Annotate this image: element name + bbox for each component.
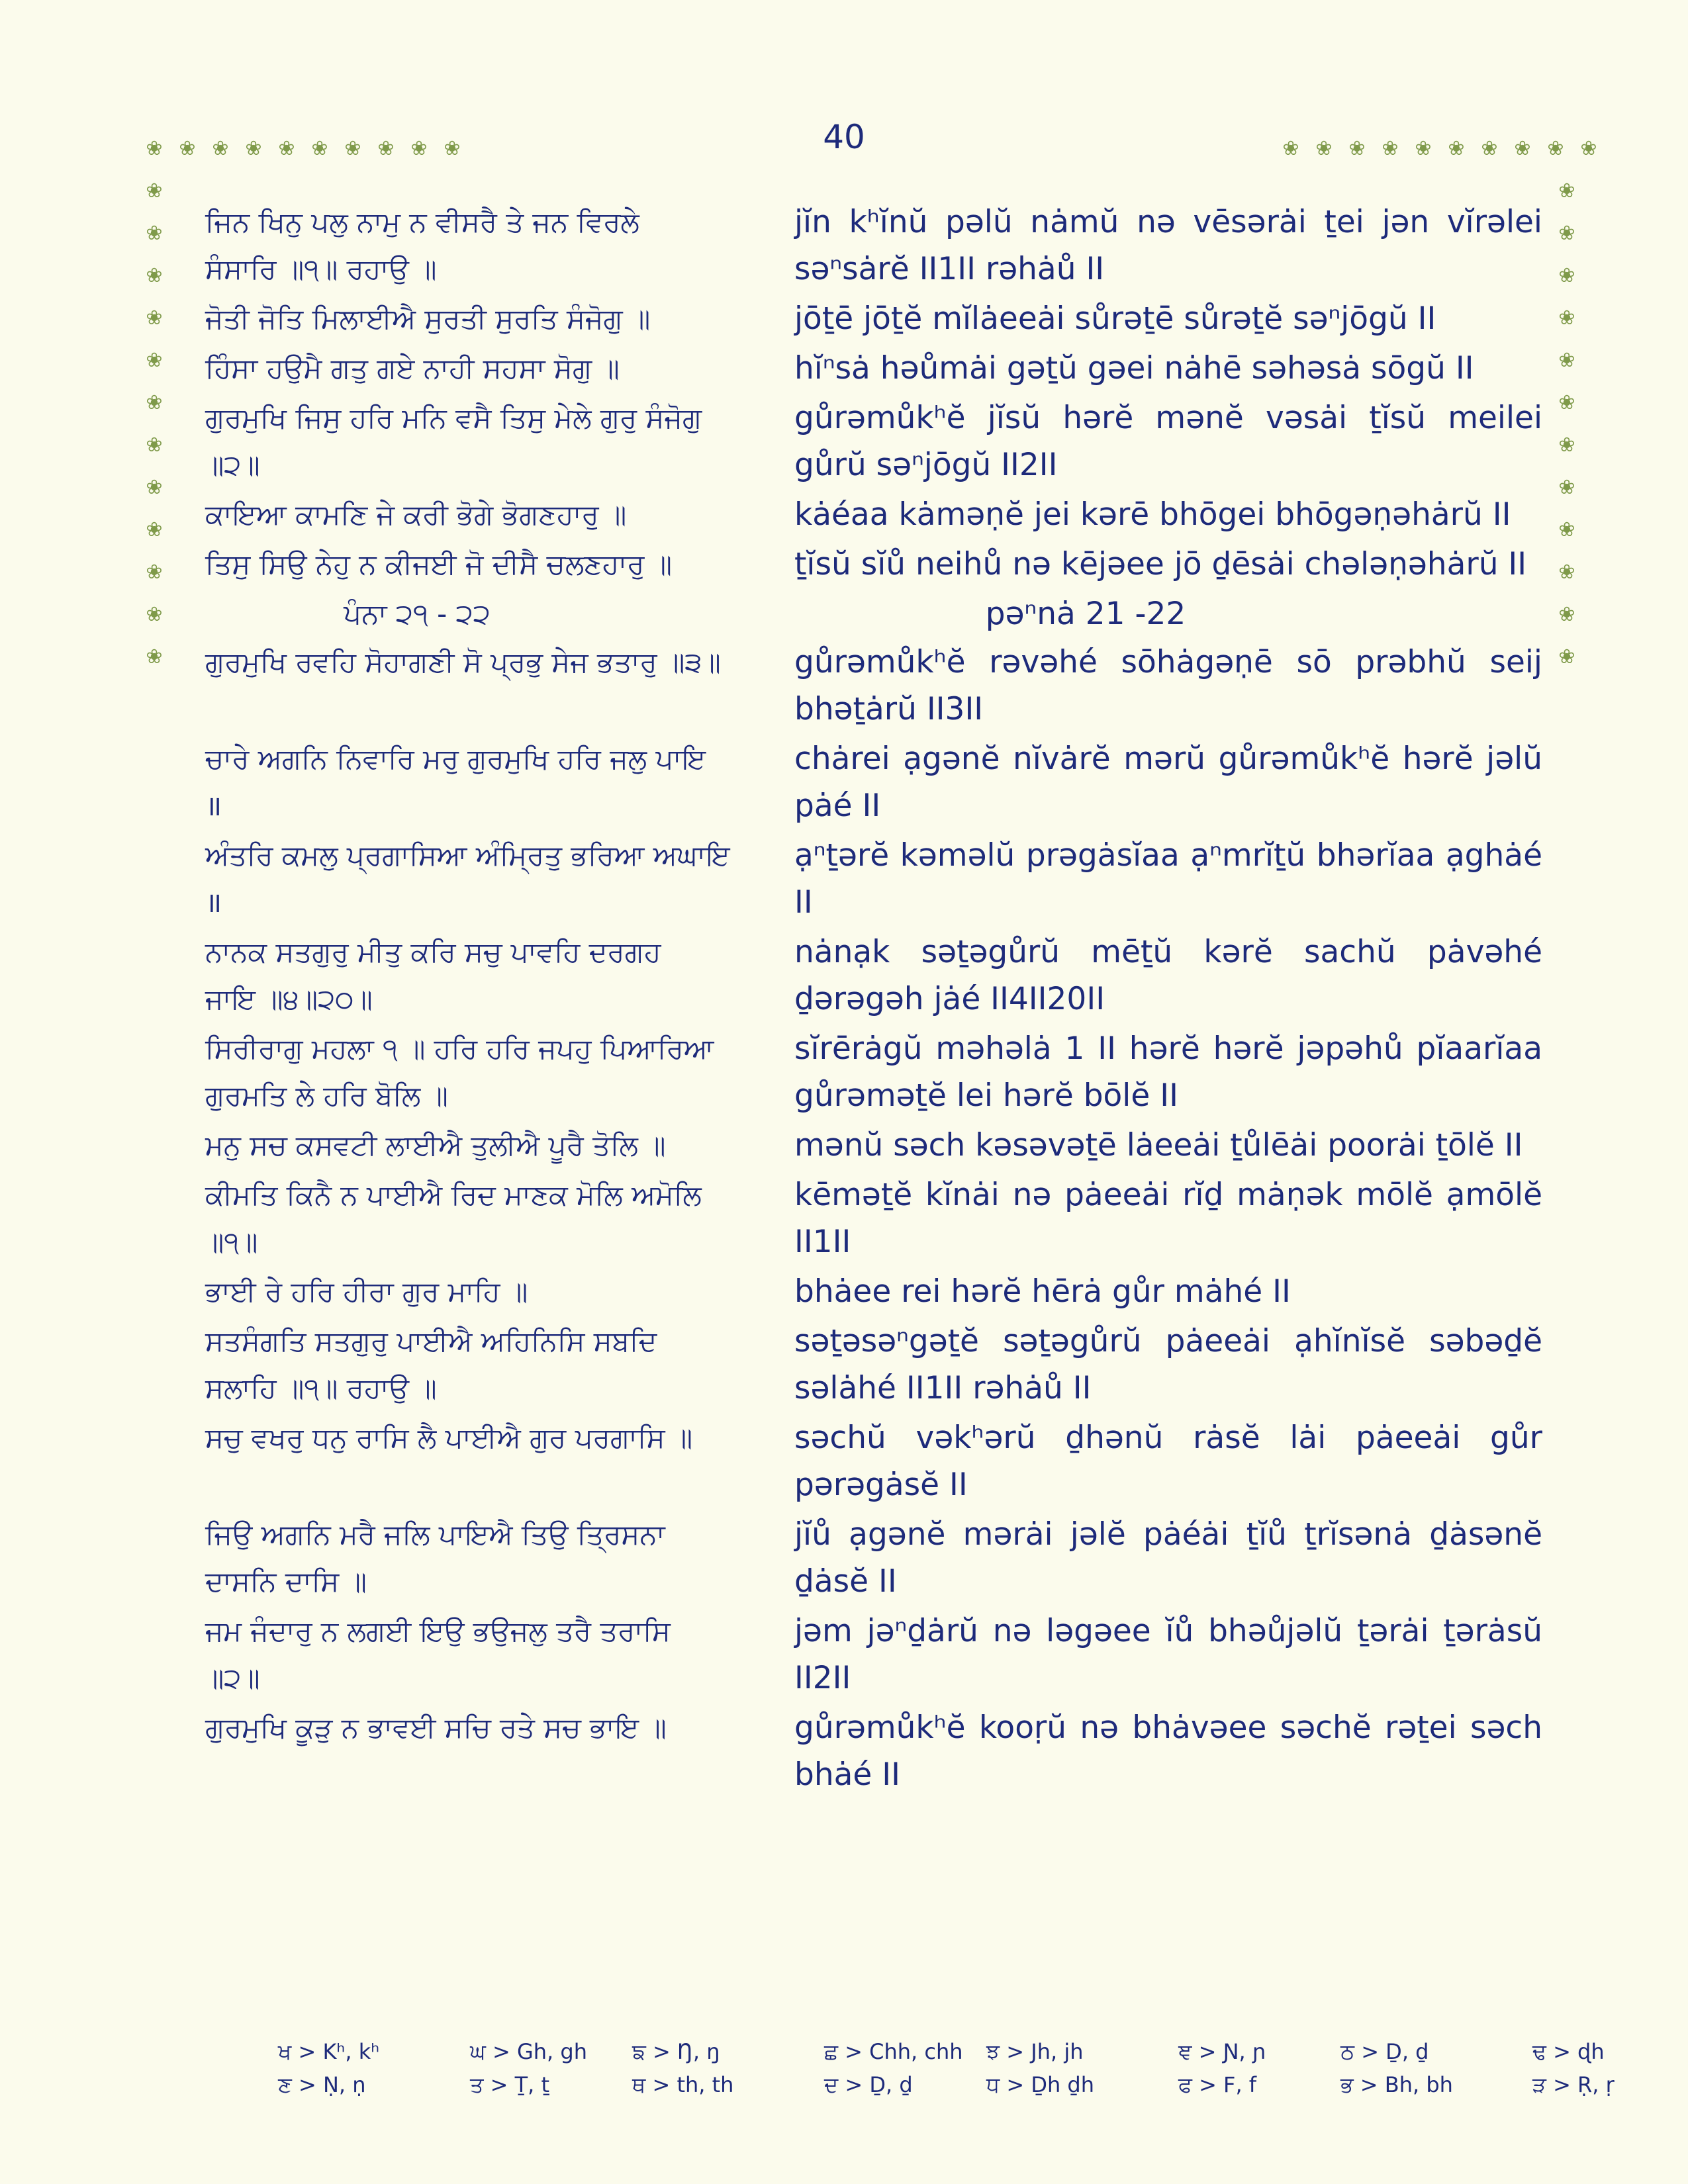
gurmukhi-text: ਕਾਇਆ ਕਾਮਣਿ ਜੇ ਕਰੀ ਭੋਗੇ ਭੋਗਣਹਾਰੁ ॥ (205, 498, 627, 531)
flower-icon: ❀ (1558, 222, 1575, 245)
gurmukhi-text: ਸਚੁ ਵਖਰੁ ਧਨੁ ਰਾਸਿ ਲੈ ਪਾਈਐ ਗੁਰ ਪਰਗਾਸਿ ॥ (205, 1422, 693, 1454)
legend-item: ਣ > Ṇ, ṇ (278, 2071, 366, 2097)
flower-icon: ❀ (1558, 433, 1575, 457)
flower-icon: ❀ (1558, 179, 1575, 203)
gurmukhi-text: ਤਿਸੁ ਸਿਉ ਨੇਹੁ ਨ ਕੀਜਈ ਜੋ ਦੀਸੈ ਚਲਣਹਾਰੁ ॥ (205, 548, 673, 580)
flower-icon: ❀ (1580, 137, 1597, 160)
flower-icon: ❀ (146, 476, 163, 499)
legend-row (278, 2068, 1615, 2101)
transliteration-text: hĭⁿsȧ həůmȧi gəṯŭ gəei nȧhē səhəsȧ sōgŭ II (794, 350, 1474, 387)
verse-row (205, 1268, 1542, 1315)
transliteration-text: səṯəsəⁿgəṯĕ səṯəgůrŭ pȧeeȧi ạhĭnĭsĕ səbəḏĕ səlȧhé II1II rəhȧů II (794, 1323, 1542, 1406)
verse-row (205, 1318, 1542, 1412)
legend-row (278, 2035, 1605, 2068)
flower-icon: ❀ (146, 645, 163, 668)
flower-icon: ❀ (278, 137, 295, 160)
flower-icon: ❀ (179, 137, 196, 160)
flower-icon: ❀ (146, 222, 163, 245)
gurmukhi-text: ਅੰਤਰਿ ਕਮਲੁ ਪ੍ਰਗਾਸਿਆ ਅੰਮ੍ਰਿਤੁ ਭਰਿਆ ਅਘਾਇ ॥ (205, 839, 730, 919)
gurmukhi-text: ਭਾਈ ਰੇ ਹਰਿ ਹੀਰਾ ਗੁਰ ਮਾਹਿ ॥ (205, 1275, 528, 1308)
verse-table (205, 199, 1542, 1801)
gurmukhi-text: ਜੋਤੀ ਜੋਤਿ ਮਿਲਾਈਐ ਸੁਰਤੀ ਸੁਰਤਿ ਸੰਜੋਗੁ ॥ (205, 302, 651, 335)
gurmukhi-text: ਹਿੰਸਾ ਹਉਮੈ ਗਤੁ ਗਏ ਨਾਹੀ ਸਹਸਾ ਸੋਗੁ ॥ (205, 352, 620, 385)
transliteration-text: mənŭ səch kəsəvəṯē lȧeeȧi ṯůlēȧi poorȧi ṯōlĕ II (794, 1127, 1523, 1163)
flower-icon: ❀ (146, 306, 163, 330)
flower-icon: ❀ (1558, 306, 1575, 330)
legend-item: ਙ > Ŋ, ŋ (632, 2038, 720, 2064)
flower-icon: ❀ (146, 433, 163, 457)
flower-icon: ❀ (245, 137, 262, 160)
flower-icon: ❀ (410, 137, 428, 160)
flower-icon: ❀ (1382, 137, 1399, 160)
transliteration-text: jĭů ạgənĕ mərȧi jəlĕ pȧéȧi ṯĭů ṯrĭsənȧ ḏȧsənĕ ḏȧsĕ II (794, 1516, 1542, 1600)
verse-row (205, 832, 1542, 926)
gurmukhi-text: ਨਾਨਕ ਸਤਗੁਰੁ ਮੀਤੁ ਕਰਿ ਸਚੁ ਪਾਵਹਿ ਦਰਗਹ ਜਾਇ ॥੪॥੨੦॥ (205, 936, 661, 1015)
verse-row (205, 541, 1542, 588)
legend-item: ਖ > Kʰ, kʰ (278, 2038, 380, 2064)
transliteration-text: chȧrei ạgənĕ nĭvȧrĕ mərŭ gůrəmůkʰĕ hərĕ jəlŭ pȧé II (794, 741, 1542, 824)
gurmukhi-text: ਗੁਰਮੁਖਿ ਜਿਸੁ ਹਰਿ ਮਨਿ ਵਸੈ ਤਿਸੁ ਮੇਲੇ ਗੁਰੁ ਸੰਜੋਗੁ ॥੨॥ (205, 402, 702, 481)
legend-item: ਦ > Ḏ, ḏ (824, 2071, 913, 2097)
gurmukhi-text: ਜਿਉ ਅਗਨਿ ਮਰੈ ਜਲਿ ਪਾਇਐ ਤਿਉ ਤ੍ਰਿਸਨਾ ਦਾਸਨਿ ਦਾਸਿ ॥ (205, 1518, 665, 1598)
legend-item: ਝ > Jh, jh (986, 2038, 1084, 2064)
verse-row (205, 491, 1542, 538)
transliteration-legend (278, 2035, 1615, 2101)
legend-item: ਢ > ɖh (1532, 2038, 1605, 2064)
verse-row (205, 735, 1542, 829)
flower-icon: ❀ (1558, 391, 1575, 414)
flower-icon: ❀ (344, 137, 361, 160)
legend-item: ਤ > Ṯ, ṯ (470, 2071, 550, 2097)
transliteration-text: gůrəmůkʰĕ kooṛŭ nə bhȧvəee səchĕ rəṯei səch bhȧé II (794, 1709, 1542, 1793)
transliteration-text: jōṯē jōṯĕ mĭlȧeeȧi sůrəṯē sůrəṯĕ səⁿjōgŭ II (794, 300, 1436, 337)
flower-icon: ❀ (1282, 137, 1299, 160)
verse-row (205, 1414, 1542, 1508)
flower-icon: ❀ (1558, 264, 1575, 287)
legend-item: ਛ > Chh, chh (824, 2038, 963, 2064)
flower-icon: ❀ (1558, 349, 1575, 372)
verse-row (205, 1122, 1542, 1169)
verse-row (205, 1025, 1542, 1119)
flower-icon: ❀ (146, 179, 163, 203)
transliteration-text: nȧnạk səṯəgůrŭ mēṯŭ kərĕ sachŭ pȧvəhé ḏərəgəh jȧé II4II20II (794, 934, 1542, 1017)
flower-icon: ❀ (444, 137, 461, 160)
verse-row (205, 1171, 1542, 1265)
flower-icon: ❀ (146, 561, 163, 584)
flower-icon: ❀ (377, 137, 395, 160)
transliteration-text: sĭrērȧgŭ məhəlȧ 1 II hərĕ hərĕ jəpəhů pĭaarĭaa gůrəməṯĕ lei hərĕ bōlĕ II (794, 1030, 1542, 1114)
transliteration-text: jəm jəⁿḏȧrŭ nə ləgəee ĭů bhəůjəlŭ ṯərȧi ṯərȧsŭ II2II (794, 1613, 1542, 1696)
page-reference-transliteration: pəⁿnȧ 21 -22 (985, 596, 1186, 632)
verse-row (205, 929, 1542, 1023)
gurmukhi-text: ਜਿਨ ਖਿਨੁ ਪਲੁ ਨਾਮੁ ਨ ਵੀਸਰੈ ਤੇ ਜਨ ਵਿਰਲੇ ਸੰਸਾਰਿ ॥੧॥ ਰਹਾਉ ॥ (205, 206, 639, 285)
flower-icon: ❀ (146, 264, 163, 287)
legend-item: ਠ > Ḏ, ḏ (1340, 2038, 1429, 2064)
transliteration-text: jĭn kʰĭnŭ pəlŭ nȧmŭ nə vēsərȧi ṯei jən vĭrəlei səⁿsȧrĕ II1II rəhȧů II (794, 204, 1542, 287)
flower-icon: ❀ (146, 603, 163, 626)
legend-item: ੜ > Ṛ, ṛ (1532, 2071, 1615, 2097)
flower-icon: ❀ (1315, 137, 1333, 160)
legend-item: ਥ > th, th (632, 2071, 734, 2097)
gurmukhi-text: ਗੁਰਮੁਖਿ ਕੂੜੁ ਨ ਭਾਵਈ ਸਚਿ ਰਤੇ ਸਚ ਭਾਇ ॥ (205, 1711, 667, 1744)
page-number: 40 (823, 118, 865, 156)
flower-icon: ❀ (146, 137, 163, 160)
flower-icon: ❀ (146, 518, 163, 541)
flower-icon: ❀ (1558, 476, 1575, 499)
legend-item: ਧ > Ḏh ḏh (986, 2071, 1095, 2097)
flower-icon: ❀ (1348, 137, 1366, 160)
flower-icon: ❀ (1558, 645, 1575, 668)
gurmukhi-text: ਸਤਸੰਗਤਿ ਸਤਗੁਰੁ ਪਾਈਐ ਅਹਿਨਿਸਿ ਸਬਦਿ ਸਲਾਹਿ ॥੧॥ ਰਹਾਉ ॥ (205, 1325, 657, 1404)
flower-icon: ❀ (1547, 137, 1564, 160)
legend-item: ਞ > Ɲ, ɲ (1178, 2038, 1266, 2064)
verse-row (205, 295, 1542, 342)
flower-icon: ❀ (1558, 603, 1575, 626)
transliteration-text: bhȧee rei hərĕ hērȧ gůr mȧhé II (794, 1273, 1291, 1310)
flower-icon: ❀ (1415, 137, 1432, 160)
gurmukhi-text: ਮਨੁ ਸਚ ਕਸਵਟੀ ਲਾਈਐ ਤੁਲੀਐ ਪੂਰੈ ਤੋਲਿ ॥ (205, 1129, 666, 1161)
page-reference-row (205, 590, 1542, 637)
verse-row (205, 345, 1542, 392)
gurmukhi-text: ਜਮ ਜੰਦਾਰੁ ਨ ਲਗਈ ਇਉ ਭਉਜਲੁ ਤਰੈ ਤਰਾਸਿ ॥੨॥ (205, 1615, 671, 1694)
verse-row (205, 199, 1542, 293)
page-reference-gurmukhi: ਪੰਨਾ ੨੧ - ੨੨ (344, 598, 491, 630)
verse-row (205, 394, 1542, 488)
flower-icon: ❀ (1558, 561, 1575, 584)
flower-icon: ❀ (1558, 518, 1575, 541)
legend-item: ਫ > F, f (1178, 2071, 1257, 2097)
gurmukhi-text: ਗੁਰਮੁਖਿ ਰਵਹਿ ਸੋਹਾਗਣੀ ਸੋ ਪ੍ਰਭੁ ਸੇਜ ਭਤਾਰੁ ॥੩॥ (205, 646, 721, 678)
transliteration-text: səchŭ vəkʰərŭ ḏhənŭ rȧsĕ lȧi pȧeeȧi gůr pərəgȧsĕ II (794, 1420, 1542, 1503)
flower-icon: ❀ (1481, 137, 1498, 160)
flower-icon: ❀ (212, 137, 229, 160)
verse-row (205, 1608, 1542, 1702)
gurmukhi-text: ਕੀਮਤਿ ਕਿਨੈ ਨ ਪਾਈਐ ਰਿਦ ਮਾਣਕ ਮੋਲਿ ਅਮੋਲਿ ॥੧॥ (205, 1179, 702, 1258)
transliteration-text: kēməṯĕ kĭnȧi nə pȧeeȧi rĭḏ mȧṇək mōlĕ ạmōlĕ II1II (794, 1177, 1542, 1260)
flower-icon: ❀ (146, 349, 163, 372)
legend-item: ਭ > Bh, bh (1340, 2071, 1453, 2097)
verse-row (205, 1704, 1542, 1798)
verse-row (205, 639, 1542, 733)
legend-item: ਘ > Gh, gh (470, 2038, 587, 2064)
verse-row (205, 1511, 1542, 1605)
gurmukhi-text: ਸਿਰੀਰਾਗੁ ਮਹਲਾ ੧ ॥ ਹਰਿ ਹਰਿ ਜਪਹੁ ਪਿਆਰਿਆ ਗੁਰਮਤਿ ਲੇ ਹਰਿ ਬੋਲਿ ॥ (205, 1032, 714, 1112)
flower-icon: ❀ (146, 391, 163, 414)
gurmukhi-text: ਚਾਰੇ ਅਗਨਿ ਨਿਵਾਰਿ ਮਰੁ ਗੁਰਮੁਖਿ ਹਰਿ ਜਲੁ ਪਾਇ ॥ (205, 743, 706, 822)
flower-icon: ❀ (1448, 137, 1465, 160)
transliteration-text: kȧéaa kȧməṇĕ jei kərē bhōgei bhōgəṇəhȧrŭ II (794, 496, 1511, 533)
flower-icon: ❀ (1514, 137, 1531, 160)
transliteration-text: ṯĭsŭ sĭů neihů nə kējəee jō ḏēsȧi chələṇəhȧrŭ II (794, 546, 1527, 582)
transliteration-text: gůrəmůkʰĕ rəvəhé sōhȧgəṇē sō prəbhŭ seij bhəṯȧrŭ II3II (794, 644, 1542, 727)
flower-icon: ❀ (311, 137, 328, 160)
transliteration-text: gůrəmůkʰĕ jĭsŭ hərĕ mənĕ vəsȧi ṯĭsŭ meilei gůrŭ səⁿjōgŭ II2II (794, 400, 1542, 483)
transliteration-text: ạⁿṯərĕ kəməlŭ prəgȧsĭaa ạⁿmrĭṯŭ bhərĭaa ạghȧé II (794, 837, 1542, 921)
